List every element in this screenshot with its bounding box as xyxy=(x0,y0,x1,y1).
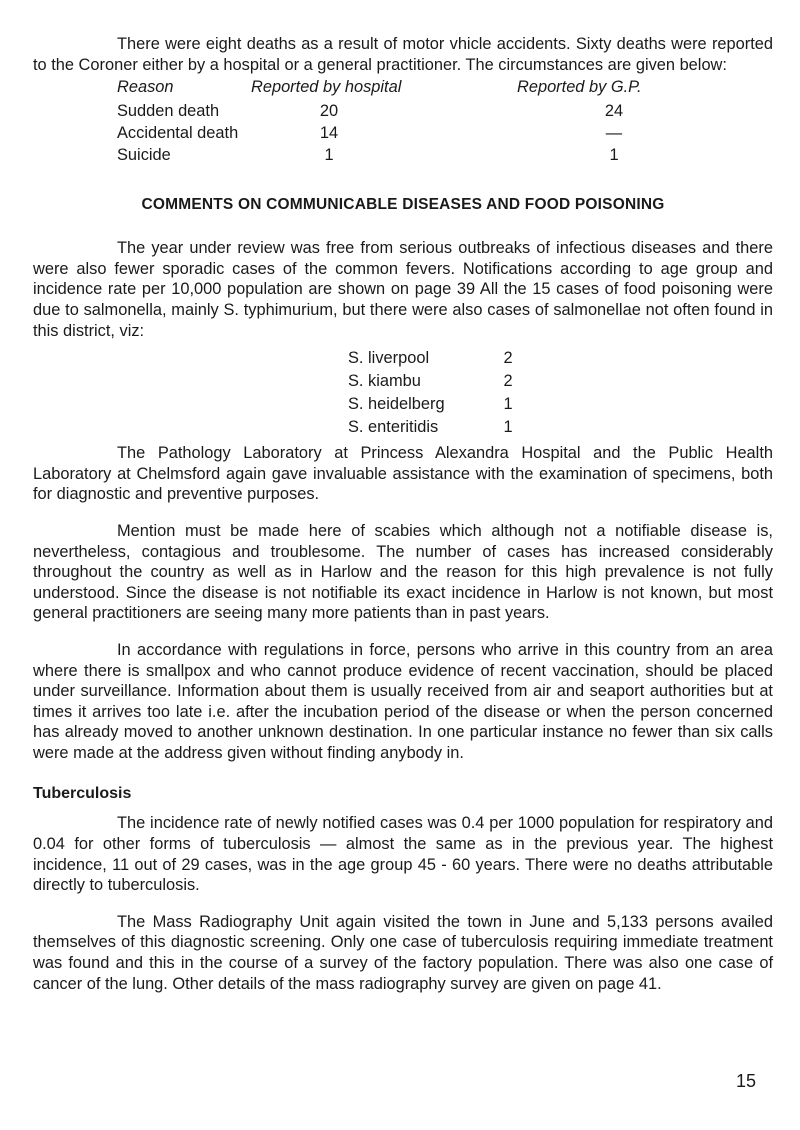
row-gp-count: 24 xyxy=(604,102,624,121)
tb-incidence-paragraph: The incidence rate of newly notified cases was 0.4 per 1000 population for respiratory and 0.04 for other forms of tuberculosis — almost the same as in the previous year. The highest incidence, 11 out of 29 cases, was in the age group 45 - 60 years. There were no deaths attributable directly to tuberculosis. xyxy=(33,814,773,895)
smallpox-paragraph: In accordance with regulations in force, persons who arrive in this country from an area where there is smallpox and who cannot produce evidence of recent vaccination, should be placed under surveillance. Information about them is usually received from air and seaport authorities but at times it arrives too late i.e. after the incubation period of the disease or when the person concerned has already moved to another unknown destination. In one particular instance no fewer than six calls were made at the address given without finding anybody in. xyxy=(33,640,773,762)
row-gp-count: — xyxy=(605,124,623,143)
lab-paragraph: The Pathology Laboratory at Princess Alexandra Hospital and the Public Health Laboratory at Chelmsford again gave invaluable assistance with the examination of specimens, both for diagnostic and preventive purposes. xyxy=(33,444,773,504)
scabies-paragraph: Mention must be made here of scabies which although not a notifiable disease is, nevertheless, contagious and troublesome. The number of cases has increased considerably throughout the country as well as in Harlow and the reason for this high prevalence is not fully understood. Since the disease is not notifiable its exact incidence in Harlow is not known, but most general practitioners are seeing many more patients than in past years. xyxy=(33,521,773,623)
row-hospital-count: 20 xyxy=(319,102,339,121)
list-item xyxy=(33,370,773,393)
list-item xyxy=(33,393,773,416)
organism-count: 2 xyxy=(503,349,513,368)
list-item xyxy=(33,416,773,439)
row-gp-count: 1 xyxy=(609,146,619,165)
section-heading: COMMENTS ON COMMUNICABLE DISEASES AND FOOD POISONING xyxy=(141,196,665,214)
list-item xyxy=(33,347,773,370)
intro-paragraph: There were eight deaths as a result of motor vhicle accidents. Sixty deaths were reported to the Coroner either by a hospital or a general practitioner. The circumstances are given below: xyxy=(33,35,773,74)
salmonella-list xyxy=(33,347,773,439)
header-hospital: Reported by hospital xyxy=(251,78,402,97)
header-reason: Reason xyxy=(117,78,174,97)
page-number: 15 xyxy=(735,1071,756,1091)
organism-count: 1 xyxy=(503,418,513,437)
organism-name: S. kiambu xyxy=(348,372,421,391)
row-hospital-count: 14 xyxy=(319,124,339,143)
organism-count: 1 xyxy=(503,395,513,414)
organism-name: S. heidelberg xyxy=(348,395,445,414)
radiography-paragraph: The Mass Radiography Unit again visited the town in June and 5,133 persons availed themselves of this diagnostic screening. Only one case of tuberculosis requiring immediate treatment was found and this in the course of a survey of the factory population. There was also one case of cancer of the lung. Other details of the mass radiography survey are given on page 41. xyxy=(33,912,773,993)
deaths-table xyxy=(33,78,773,166)
organism-name: S. liverpool xyxy=(348,349,430,368)
organism-name: S. enteritidis xyxy=(348,418,439,437)
document-page xyxy=(33,34,773,994)
header-gp: Reported by G.P. xyxy=(517,78,642,97)
row-reason: Suicide xyxy=(117,146,171,165)
row-hospital-count: 1 xyxy=(324,146,334,165)
row-reason: Sudden death xyxy=(117,102,220,121)
row-reason: Accidental death xyxy=(117,124,239,143)
review-paragraph: The year under review was free from serious outbreaks of infectious diseases and there were also fewer sporadic cases of the common fevers. Notifications according to age group and incidence rate per 10,000 population are shown on page 39 All the 15 cases of food poisoning were due to salmonella, mainly S. typhimurium, but there were also cases of salmonellae not often found in this district, viz: xyxy=(33,239,773,340)
tuberculosis-heading: Tuberculosis xyxy=(33,785,132,803)
organism-count: 2 xyxy=(503,372,513,391)
